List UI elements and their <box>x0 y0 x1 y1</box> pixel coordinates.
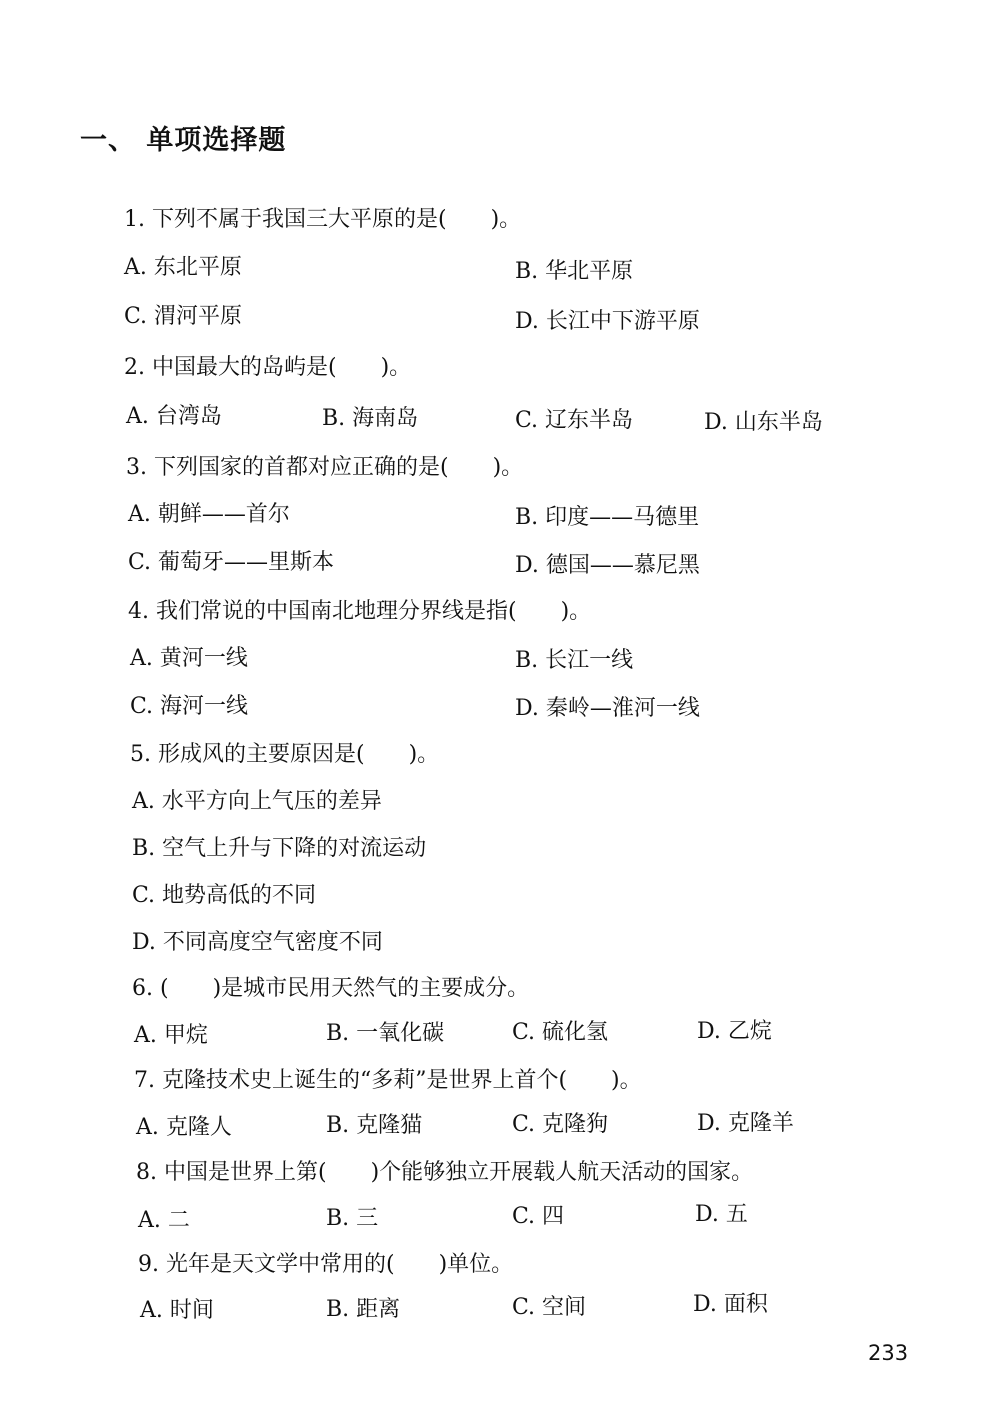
question-3-option-b: B. 印度——马德里 <box>515 505 700 530</box>
question-4-option-d: D. 秦岭—淮河一线 <box>515 696 700 721</box>
question-5-option-c: C. 地势高低的不同 <box>132 883 317 908</box>
question-6-stem: 6. ( )是城市民用天然气的主要成分。 <box>132 976 530 1001</box>
question-8-option-c: C. 四 <box>512 1204 565 1229</box>
question-1-option-c: C. 渭河平原 <box>124 304 243 329</box>
question-1-option-a: A. 东北平原 <box>124 255 242 280</box>
question-9-option-d: D. 面积 <box>693 1292 768 1317</box>
question-6-option-a: A. 甲烷 <box>134 1023 208 1048</box>
question-3-option-a: A. 朝鲜——首尔 <box>128 502 290 527</box>
question-1-option-b: B. 华北平原 <box>515 259 634 284</box>
question-8-stem: 8. 中国是世界上第( )个能够独立开展载人航天活动的国家。 <box>136 1160 754 1185</box>
question-3-option-d: D. 德国——慕尼黑 <box>515 553 700 578</box>
question-6-option-d: D. 乙烷 <box>697 1019 772 1044</box>
question-7-option-c: C. 克隆狗 <box>512 1112 609 1137</box>
question-4-stem: 4. 我们常说的中国南北地理分界线是指( )。 <box>128 599 592 624</box>
section-title: 一、 单项选择题 <box>80 125 287 156</box>
question-2-option-d: D. 山东半岛 <box>704 410 823 435</box>
question-3-stem: 3. 下列国家的首都对应正确的是( )。 <box>126 455 524 480</box>
question-7-option-b: B. 克隆猫 <box>326 1113 423 1138</box>
question-8-option-b: B. 三 <box>326 1206 379 1231</box>
question-1-stem: 1. 下列不属于我国三大平原的是( )。 <box>124 207 522 232</box>
question-9-stem: 9. 光年是天文学中常用的( )单位。 <box>138 1252 514 1277</box>
question-9-option-b: B. 距离 <box>326 1297 401 1322</box>
question-4-option-a: A. 黄河一线 <box>130 646 248 671</box>
question-2-option-c: C. 辽东半岛 <box>515 408 634 433</box>
question-8-option-d: D. 五 <box>695 1202 748 1227</box>
question-7-option-a: A. 克隆人 <box>136 1115 232 1140</box>
page-number: 233 <box>868 1341 909 1365</box>
question-6-option-b: B. 一氧化碳 <box>326 1021 445 1046</box>
question-6-option-c: C. 硫化氢 <box>512 1020 609 1045</box>
question-9-option-c: C. 空间 <box>512 1295 587 1320</box>
question-7-option-d: D. 克隆羊 <box>697 1111 794 1136</box>
question-5-stem: 5. 形成风的主要原因是( )。 <box>130 742 440 767</box>
question-7-stem: 7. 克隆技术史上诞生的“多莉”是世界上首个( )。 <box>134 1068 642 1093</box>
question-5-option-a: A. 水平方向上气压的差异 <box>132 789 382 814</box>
question-4-option-b: B. 长江一线 <box>515 648 634 673</box>
question-2-stem: 2. 中国最大的岛屿是( )。 <box>124 355 412 380</box>
question-3-option-c: C. 葡萄牙——里斯本 <box>128 550 335 575</box>
question-9-option-a: A. 时间 <box>140 1298 214 1323</box>
question-8-option-a: A. 二 <box>138 1208 190 1233</box>
question-5-option-b: B. 空气上升与下降的对流运动 <box>132 836 427 861</box>
question-4-option-c: C. 海河一线 <box>130 694 249 719</box>
question-2-option-b: B. 海南岛 <box>322 406 419 431</box>
question-2-option-a: A. 台湾岛 <box>126 404 222 429</box>
question-5-option-d: D. 不同高度空气密度不同 <box>132 930 383 955</box>
question-1-option-d: D. 长江中下游平原 <box>515 309 700 334</box>
